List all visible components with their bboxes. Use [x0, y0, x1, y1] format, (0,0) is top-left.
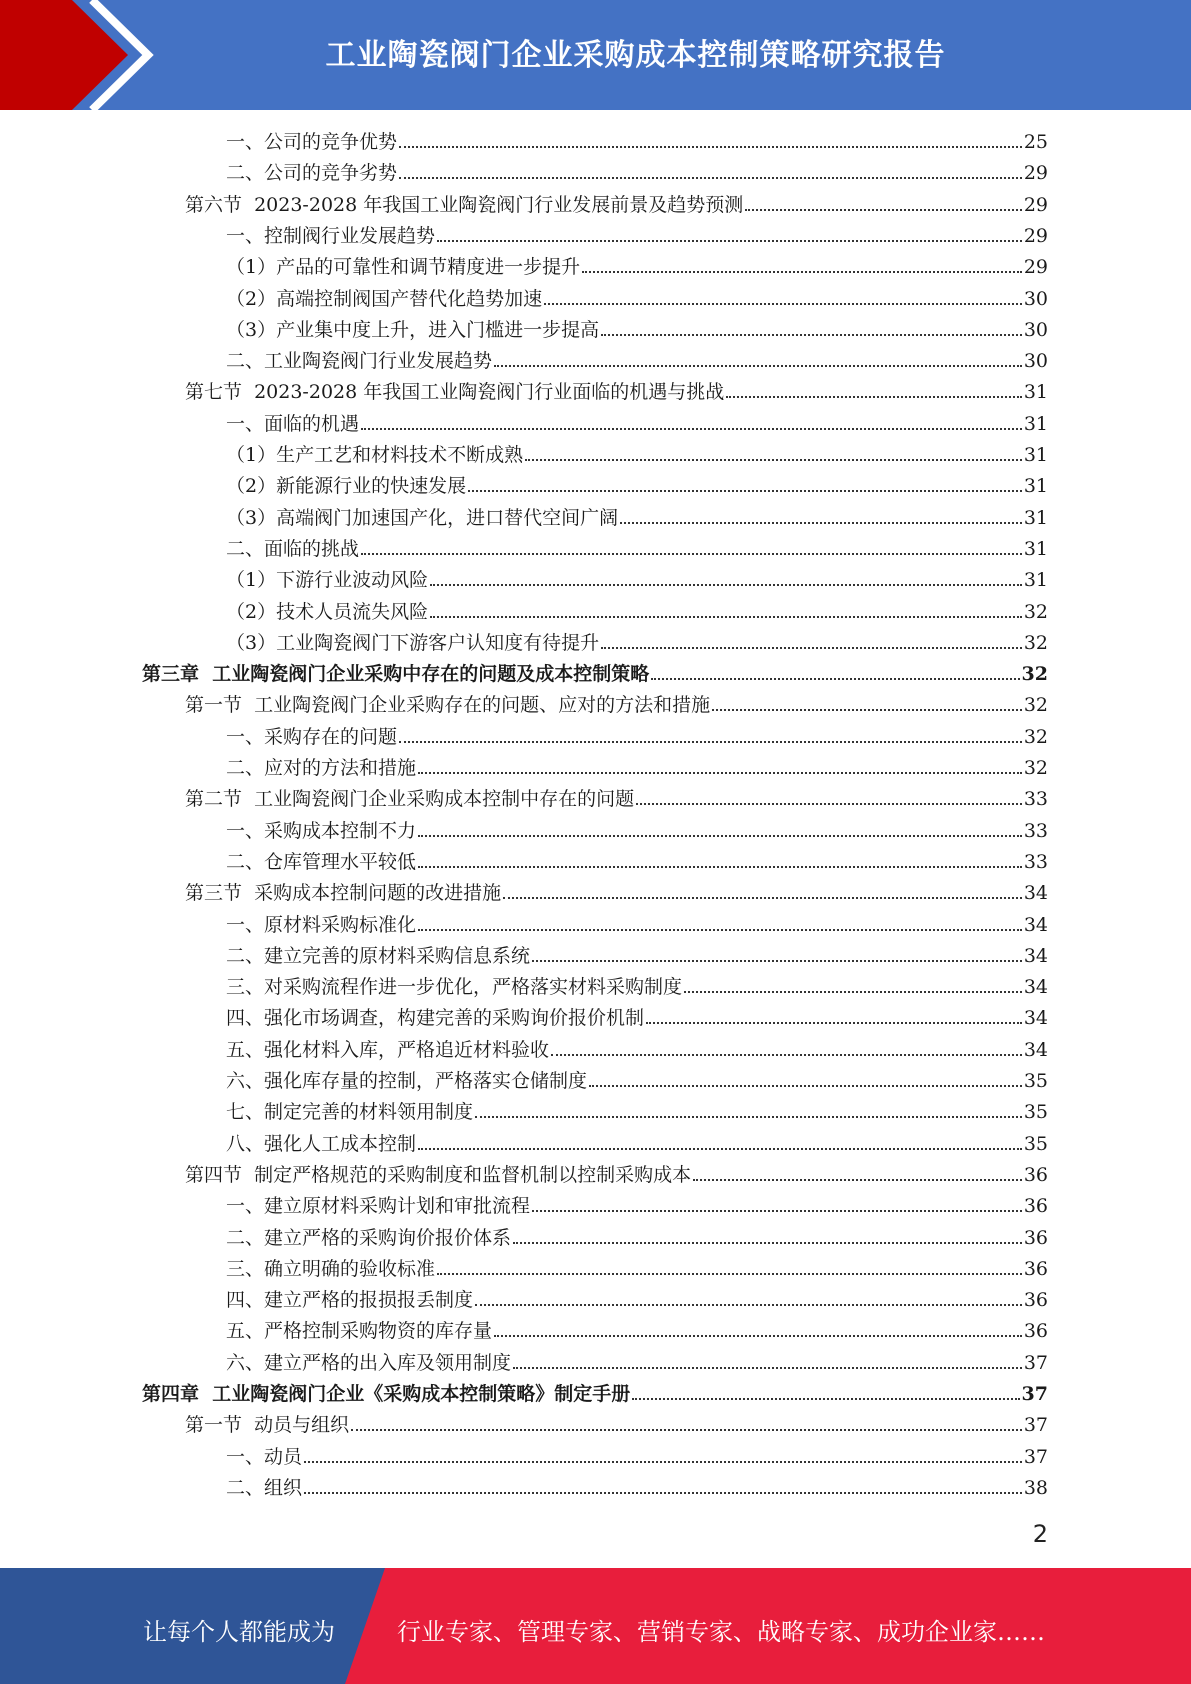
toc-entry-page: 36 [1023, 1226, 1048, 1249]
toc-dot-leader [646, 1020, 1022, 1024]
toc-entry-page: 37 [1023, 1351, 1048, 1374]
toc-entry-title: 第四节 制定严格规范的采购制度和监督机制以控制采购成本 [185, 1163, 692, 1186]
toc-entry-title: 二、组织 [226, 1476, 303, 1499]
toc-entry[interactable] [226, 1224, 1048, 1252]
toc-dot-leader [589, 1083, 1022, 1087]
toc-entry-title: 第一节 工业陶瓷阀门企业采购存在的问题、应对的方法和措施 [185, 694, 711, 717]
toc-entry-page: 29 [1023, 256, 1048, 279]
toc-dot-leader [532, 958, 1022, 962]
toc-dot-leader [532, 1208, 1022, 1212]
page-number: 2 [1032, 1520, 1048, 1548]
toc-dot-leader [632, 1396, 1019, 1400]
toc-entry[interactable] [226, 1067, 1048, 1095]
toc-entry[interactable] [226, 159, 1048, 187]
toc-entry[interactable] [142, 660, 1048, 688]
toc-dot-leader [503, 895, 1022, 899]
toc-dot-leader [494, 1333, 1022, 1337]
toc-entry-title: 二、建立完善的原材料采购信息系统 [226, 944, 531, 967]
toc-dot-leader [430, 614, 1022, 618]
toc-dot-leader [430, 582, 1022, 586]
footer-banner [0, 1568, 1191, 1684]
toc-entry-title: 五、严格控制采购物资的库存量 [226, 1320, 493, 1343]
toc-entry[interactable] [226, 973, 1048, 1001]
toc-entry-title: 第四章 工业陶瓷阀门企业《采购成本控制策略》制定手册 [142, 1383, 631, 1405]
toc-dot-leader [418, 770, 1022, 774]
toc-entry[interactable] [226, 316, 1048, 344]
header-arrow-icon [0, 0, 160, 110]
footer-slogan-right: 行业专家、管理专家、营销专家、战略专家、成功企业家…… [397, 1618, 1045, 1646]
toc-dot-leader [651, 676, 1019, 680]
toc-entry[interactable] [226, 1474, 1048, 1502]
toc-entry[interactable] [185, 879, 1048, 907]
toc-entry-title: 二、应对的方法和措施 [226, 757, 417, 779]
toc-entry-title: 一、公司的竞争优势 [226, 131, 398, 153]
toc-dot-leader [684, 989, 1022, 993]
toc-dot-leader [513, 1240, 1022, 1244]
toc-entry[interactable] [226, 472, 1048, 500]
toc-entry-page: 33 [1023, 850, 1048, 873]
toc-entry[interactable] [226, 347, 1048, 375]
toc-entry-page: 32 [1023, 694, 1048, 717]
toc-entry[interactable] [226, 723, 1048, 751]
footer-slogan-left: 让每个人都能成为 [143, 1618, 335, 1646]
toc-entry[interactable] [226, 942, 1048, 970]
toc-entry-title: 三、对采购流程作进一步优化，严格落实材料采购制度 [226, 976, 683, 999]
toc-entry-page: 31 [1023, 412, 1048, 435]
toc-entry-title: 二、仓库管理水平较低 [226, 850, 417, 873]
toc-entry[interactable] [226, 629, 1048, 657]
toc-entry-title: 七、制定完善的材料领用制度 [226, 1101, 474, 1124]
toc-entry-page: 33 [1023, 788, 1048, 811]
toc-entry-page: 36 [1023, 1195, 1048, 1218]
toc-entry-page: 30 [1023, 318, 1048, 341]
toc-entry-title: 二、面临的挑战 [226, 537, 360, 560]
toc-dot-leader [418, 1146, 1022, 1150]
toc-entry-title: 第七节 2023-2028 年我国工业陶瓷阀门行业面临的机遇与挑战 [185, 381, 725, 404]
toc-entry-page: 35 [1023, 1070, 1048, 1092]
toc-dot-leader [525, 457, 1022, 461]
toc-entry-page: 37 [1023, 1445, 1048, 1468]
toc-entry[interactable] [226, 1255, 1048, 1283]
toc-entry[interactable] [185, 191, 1048, 219]
toc-dot-leader [399, 739, 1022, 743]
toc-entry-page: 31 [1023, 506, 1048, 529]
toc-entry-title: 一、采购成本控制不力 [226, 819, 417, 842]
toc-entry-title: （3）工业陶瓷阀门下游客户认知度有待提升 [226, 631, 600, 654]
toc-entry[interactable] [185, 691, 1048, 719]
toc-entry-title: 第三章 工业陶瓷阀门企业采购中存在的问题及成本控制策略 [142, 663, 650, 686]
toc-entry-title: （1）下游行业波动风险 [226, 569, 429, 592]
toc-dot-leader [513, 1365, 1022, 1369]
toc-entry-page: 36 [1023, 1289, 1048, 1312]
toc-entry-title: 八、强化人工成本控制 [226, 1132, 417, 1155]
toc-entry[interactable] [226, 817, 1048, 845]
toc-entry-page: 34 [1023, 1038, 1048, 1061]
toc-dot-leader [418, 864, 1022, 868]
toc-entry-page: 36 [1023, 1163, 1048, 1186]
toc-entry-title: 第一节 动员与组织 [185, 1414, 350, 1437]
toc-dot-leader [437, 1271, 1022, 1275]
toc-dot-leader [475, 1114, 1022, 1118]
toc-entry-title: 五、强化材料入库，严格追近材料验收 [226, 1038, 550, 1061]
toc-dot-leader [636, 801, 1022, 805]
toc-entry[interactable] [226, 410, 1048, 438]
toc-entry-page: 37 [1023, 1414, 1048, 1437]
toc-entry-title: 第六节 2023-2028 年我国工业陶瓷阀门行业发展前景及趋势预测 [185, 193, 744, 216]
toc-entry[interactable] [226, 1036, 1048, 1064]
toc-dot-leader [693, 1177, 1022, 1181]
toc-entry-page: 31 [1023, 537, 1048, 560]
toc-dot-leader [304, 1490, 1022, 1494]
toc-dot-leader [399, 144, 1022, 148]
toc-entry-title: 一、原材料采购标准化 [226, 913, 417, 936]
toc-entry-page: 35 [1023, 1101, 1048, 1124]
toc-dot-leader [494, 363, 1022, 367]
toc-entry-page: 33 [1023, 819, 1048, 842]
toc-entry[interactable] [226, 1443, 1048, 1471]
toc-dot-leader [304, 1459, 1022, 1463]
toc-dot-leader [551, 1052, 1022, 1056]
toc-dot-leader [601, 332, 1022, 336]
toc-entry-page: 34 [1023, 913, 1048, 936]
report-title: 工业陶瓷阀门企业采购成本控制策略研究报告 [325, 38, 946, 73]
toc-entry[interactable] [226, 1317, 1048, 1345]
toc-entry[interactable] [226, 598, 1048, 626]
toc-entry[interactable] [226, 535, 1048, 563]
toc-entry-title: （1）产品的可靠性和调节精度进一步提升 [226, 256, 581, 279]
toc-entry[interactable] [185, 1411, 1048, 1439]
toc-entry-page: 30 [1023, 287, 1048, 310]
toc-entry-page: 36 [1023, 1257, 1048, 1280]
toc-entry[interactable] [185, 785, 1048, 813]
toc-entry[interactable] [226, 253, 1048, 281]
toc-entry-page: 25 [1023, 131, 1048, 153]
toc-entry-page: 29 [1023, 224, 1048, 247]
toc-entry[interactable] [226, 1098, 1048, 1126]
toc-entry-page: 32 [1023, 725, 1048, 748]
toc-entry-title: 六、强化库存量的控制，严格落实仓储制度 [226, 1070, 588, 1092]
toc-entry[interactable] [226, 441, 1048, 469]
toc-entry-title: 一、面临的机遇 [226, 412, 360, 435]
toc-entry-title: 四、强化市场调查，构建完善的采购询价报价机制 [226, 1007, 645, 1030]
toc-dot-leader [351, 1427, 1022, 1431]
toc-entry[interactable] [226, 222, 1048, 250]
toc-entry-title: 一、建立原材料采购计划和审批流程 [226, 1195, 531, 1218]
toc-entry-title: 二、建立严格的采购询价报价体系 [226, 1226, 512, 1249]
toc-entry-page: 32 [1023, 631, 1048, 654]
toc-entry-page: 34 [1023, 1007, 1048, 1030]
toc-entry[interactable] [226, 1130, 1048, 1158]
toc-dot-leader [437, 238, 1022, 242]
toc-entry-page: 29 [1023, 193, 1048, 216]
toc-entry[interactable] [185, 1161, 1048, 1189]
toc-entry-title: 一、动员 [226, 1445, 303, 1468]
toc-entry[interactable] [226, 1192, 1048, 1220]
toc-dot-leader [361, 426, 1022, 430]
toc-dot-leader [418, 833, 1022, 837]
toc-entry-title: （3）高端阀门加速国产化，进口替代空间广阔 [226, 506, 619, 529]
header-banner [0, 0, 1191, 110]
toc-entry-title: 四、建立严格的报损报丢制度 [226, 1289, 474, 1312]
toc-entry[interactable] [226, 1349, 1048, 1377]
toc-entry-title: （1）生产工艺和材料技术不断成熟 [226, 444, 524, 466]
toc-dot-leader [399, 175, 1022, 179]
toc-entry-title: 第二节 工业陶瓷阀门企业采购成本控制中存在的问题 [185, 788, 635, 811]
toc-entry-title: 一、采购存在的问题 [226, 725, 398, 748]
toc-entry-page: 34 [1023, 944, 1048, 967]
toc-entry[interactable] [226, 504, 1048, 532]
toc-entry-page: 31 [1023, 475, 1048, 498]
toc-entry-page: 38 [1023, 1476, 1048, 1499]
toc-entry-title: 三、确立明确的验收标准 [226, 1257, 436, 1280]
toc-dot-leader [745, 207, 1022, 211]
toc-entry-page: 31 [1023, 444, 1048, 466]
toc-entry[interactable] [185, 378, 1048, 406]
toc-entry-title: （2）新能源行业的快速发展 [226, 475, 467, 498]
toc-entry-page: 32 [1021, 663, 1048, 686]
toc-entry-title: （2）高端控制阀国产替代化趋势加速 [226, 287, 543, 310]
toc-dot-leader [468, 488, 1022, 492]
toc-entry-title: 二、工业陶瓷阀门行业发展趋势 [226, 350, 493, 373]
toc-entry-page: 30 [1023, 350, 1048, 373]
toc-entry[interactable] [226, 848, 1048, 876]
toc-entry-title: 六、建立严格的出入库及领用制度 [226, 1351, 512, 1374]
toc-entry-title: 二、公司的竞争劣势 [226, 162, 398, 185]
toc-entry-page: 32 [1023, 600, 1048, 623]
toc-dot-leader [601, 645, 1022, 649]
toc-dot-leader [544, 301, 1022, 305]
toc-entry[interactable] [142, 1380, 1048, 1408]
toc-entry-page: 37 [1021, 1383, 1048, 1405]
toc-entry-page: 34 [1023, 882, 1048, 905]
toc-dot-leader [475, 1302, 1022, 1306]
toc-dot-leader [712, 707, 1022, 711]
toc-entry-title: （2）技术人员流失风险 [226, 600, 429, 623]
toc-dot-leader [726, 394, 1022, 398]
toc-entry-page: 31 [1023, 381, 1048, 404]
toc-dot-leader [620, 520, 1022, 524]
toc-entry-page: 34 [1023, 976, 1048, 999]
toc-entry[interactable] [226, 566, 1048, 594]
toc-entry[interactable] [226, 1004, 1048, 1032]
toc-entry[interactable] [226, 754, 1048, 782]
toc-entry[interactable] [226, 1286, 1048, 1314]
toc-dot-leader [361, 551, 1022, 555]
toc-dot-leader [582, 269, 1022, 273]
toc-entry-page: 31 [1023, 569, 1048, 592]
toc-entry-page: 35 [1023, 1132, 1048, 1155]
toc-dot-leader [418, 927, 1022, 931]
toc-entry[interactable] [226, 128, 1048, 156]
toc-entry-title: 第三节 采购成本控制问题的改进措施 [185, 882, 502, 905]
toc-entry-page: 36 [1023, 1320, 1048, 1343]
toc-entry-page: 32 [1023, 757, 1048, 779]
toc-entry-title: （3）产业集中度上升，进入门槛进一步提高 [226, 318, 600, 341]
toc-entry[interactable] [226, 285, 1048, 313]
toc-entry-page: 29 [1023, 162, 1048, 185]
toc-entry-title: 一、控制阀行业发展趋势 [226, 224, 436, 247]
toc-entry[interactable] [226, 911, 1048, 939]
